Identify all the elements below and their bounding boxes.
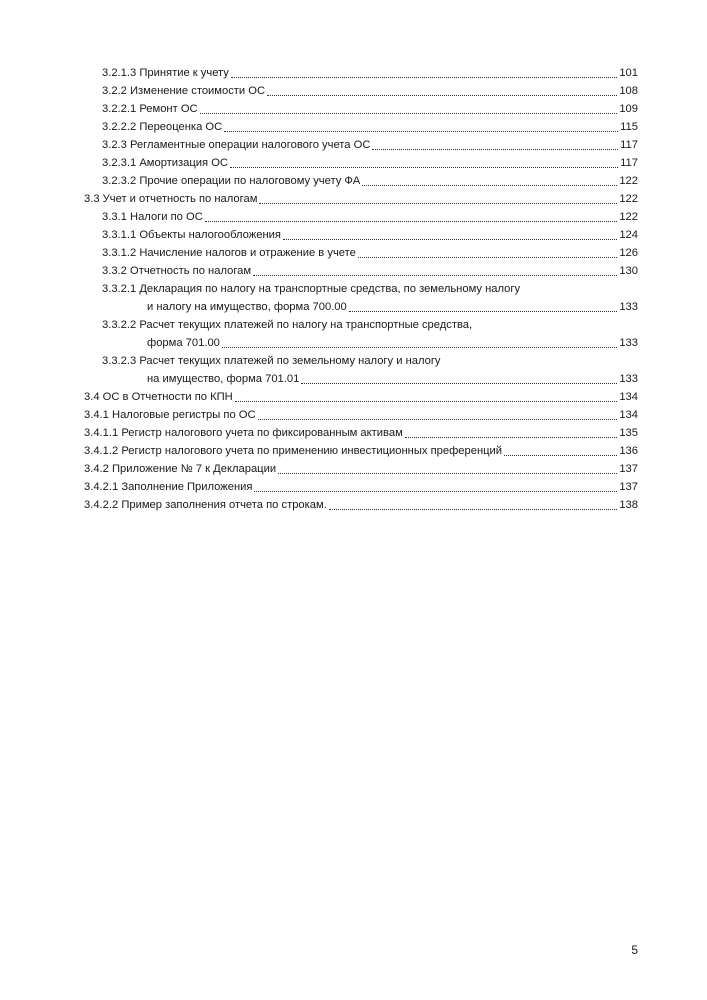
toc-entry-page: 122 <box>619 193 638 205</box>
toc-entry-page: 134 <box>619 391 638 403</box>
toc-entry-label: 3.4 ОС в Отчетности по КПН <box>84 391 233 403</box>
page-number: 5 <box>631 943 638 957</box>
toc-entry[interactable] <box>84 190 638 208</box>
toc-entry-page: 133 <box>619 301 638 313</box>
dot-leader <box>267 95 617 96</box>
toc-entry-label: 3.4.1.2 Регистр налогового учета по применению инвестиционных преференций <box>84 445 503 457</box>
toc-entry-label: 3.2.1.3 Принятие к учету <box>102 67 229 79</box>
dot-leader <box>235 401 618 402</box>
toc-entry-page: 137 <box>619 463 638 475</box>
table-of-contents <box>84 64 638 514</box>
toc-entry-label-continued: и налогу на имущество, форма 700.00 <box>147 301 347 313</box>
toc-entry[interactable] <box>84 352 638 388</box>
toc-entry-label: 3.4.1.1 Регистр налогового учета по фиксированным активам <box>84 427 403 439</box>
toc-entry-label: 3.4.2.2 Пример заполнения отчета по строкам. <box>84 499 327 511</box>
dot-leader <box>278 473 617 474</box>
toc-entry-page: 130 <box>619 265 638 277</box>
dot-leader <box>372 149 618 150</box>
toc-entry-page: 115 <box>620 121 638 133</box>
toc-entry-page: 133 <box>619 337 638 349</box>
toc-entry-label: 3.3.2 Отчетность по налогам <box>102 265 252 277</box>
dot-leader <box>259 203 617 204</box>
toc-entry[interactable] <box>84 208 638 226</box>
toc-entry-label: 3.3.1 Налоги по ОС <box>102 211 203 223</box>
toc-entry-label: 3.4.2 Приложение № 7 к Декларации <box>84 463 277 475</box>
toc-entry-page: 124 <box>619 229 638 241</box>
toc-entry-page: 138 <box>619 499 638 511</box>
toc-entry-label: 3.2.3.1 Амортизация ОС <box>102 157 229 169</box>
dot-leader <box>362 185 617 186</box>
dot-leader <box>283 239 617 240</box>
toc-entry[interactable] <box>84 460 638 478</box>
toc-entry[interactable] <box>84 172 638 190</box>
dot-leader <box>358 257 617 258</box>
toc-entry-page: 126 <box>619 247 638 259</box>
toc-entry-page: 134 <box>619 409 638 421</box>
dot-leader <box>301 383 617 384</box>
toc-entry[interactable] <box>84 316 638 352</box>
toc-entry-page: 117 <box>620 157 638 169</box>
dot-leader <box>504 455 617 456</box>
toc-entry[interactable] <box>84 244 638 262</box>
toc-entry[interactable] <box>84 262 638 280</box>
toc-entry[interactable] <box>84 64 638 82</box>
toc-entry[interactable] <box>84 424 638 442</box>
dot-leader <box>405 437 618 438</box>
toc-entry[interactable] <box>84 136 638 154</box>
dot-leader <box>222 347 617 348</box>
dot-leader <box>200 113 618 114</box>
toc-entry-page: 122 <box>619 211 638 223</box>
toc-entry-label: 3.2.2.1 Ремонт ОС <box>102 103 198 115</box>
toc-entry[interactable] <box>84 118 638 136</box>
toc-entry[interactable] <box>84 280 638 316</box>
toc-entry-page: 108 <box>619 85 638 97</box>
toc-entry-label: 3.2.3 Регламентные операции налогового учета ОС <box>102 139 371 151</box>
dot-leader <box>349 311 618 312</box>
dot-leader <box>224 131 618 132</box>
toc-entry-label: 3.3.2.2 Расчет текущих платежей по налогу на транспортные средства, <box>102 319 473 331</box>
dot-leader <box>230 167 618 168</box>
toc-entry[interactable] <box>84 154 638 172</box>
toc-entry-label: 3.3.1.2 Начисление налогов и отражение в учете <box>102 247 356 259</box>
toc-entry-label: 3.2.3.2 Прочие операции по налоговому учету ФА <box>102 175 361 187</box>
toc-entry-label: 3.4.1 Налоговые регистры по ОС <box>84 409 256 421</box>
toc-entry-label: 3.3 Учет и отчетность по налогам <box>84 193 258 205</box>
toc-entry-page: 136 <box>619 445 638 457</box>
dot-leader <box>253 275 617 276</box>
toc-entry-page: 133 <box>619 373 638 385</box>
toc-entry-label: 3.4.2.1 Заполнение Приложения <box>84 481 253 493</box>
toc-entry[interactable] <box>84 226 638 244</box>
toc-entry[interactable] <box>84 406 638 424</box>
toc-entry-label-continued: на имущество, форма 701.01 <box>147 373 300 385</box>
toc-entry-page: 135 <box>619 427 638 439</box>
toc-entry[interactable] <box>84 478 638 496</box>
toc-entry-label: 3.3.2.3 Расчет текущих платежей по земельному налогу и налогу <box>102 355 441 367</box>
dot-leader <box>258 419 618 420</box>
toc-entry-page: 101 <box>619 67 638 79</box>
toc-entry[interactable] <box>84 100 638 118</box>
toc-entry-label: 3.3.2.1 Декларация по налогу на транспортные средства, по земельному налогу <box>102 283 521 295</box>
toc-entry-page: 137 <box>619 481 638 493</box>
dot-leader <box>205 221 618 222</box>
toc-entry-label: 3.2.2.2 Переоценка ОС <box>102 121 223 133</box>
toc-entry[interactable] <box>84 388 638 406</box>
dot-leader <box>231 77 617 78</box>
toc-entry-page: 122 <box>619 175 638 187</box>
toc-entry[interactable] <box>84 496 638 514</box>
toc-entry-label: 3.3.1.1 Объекты налогообложения <box>102 229 281 241</box>
dot-leader <box>254 491 617 492</box>
toc-entry-label: 3.2.2 Изменение стоимости ОС <box>102 85 266 97</box>
dot-leader <box>329 509 618 510</box>
toc-entry[interactable] <box>84 82 638 100</box>
toc-entry[interactable] <box>84 442 638 460</box>
toc-entry-page: 109 <box>619 103 638 115</box>
toc-entry-label-continued: форма 701.00 <box>147 337 220 349</box>
toc-entry-page: 117 <box>620 139 638 151</box>
